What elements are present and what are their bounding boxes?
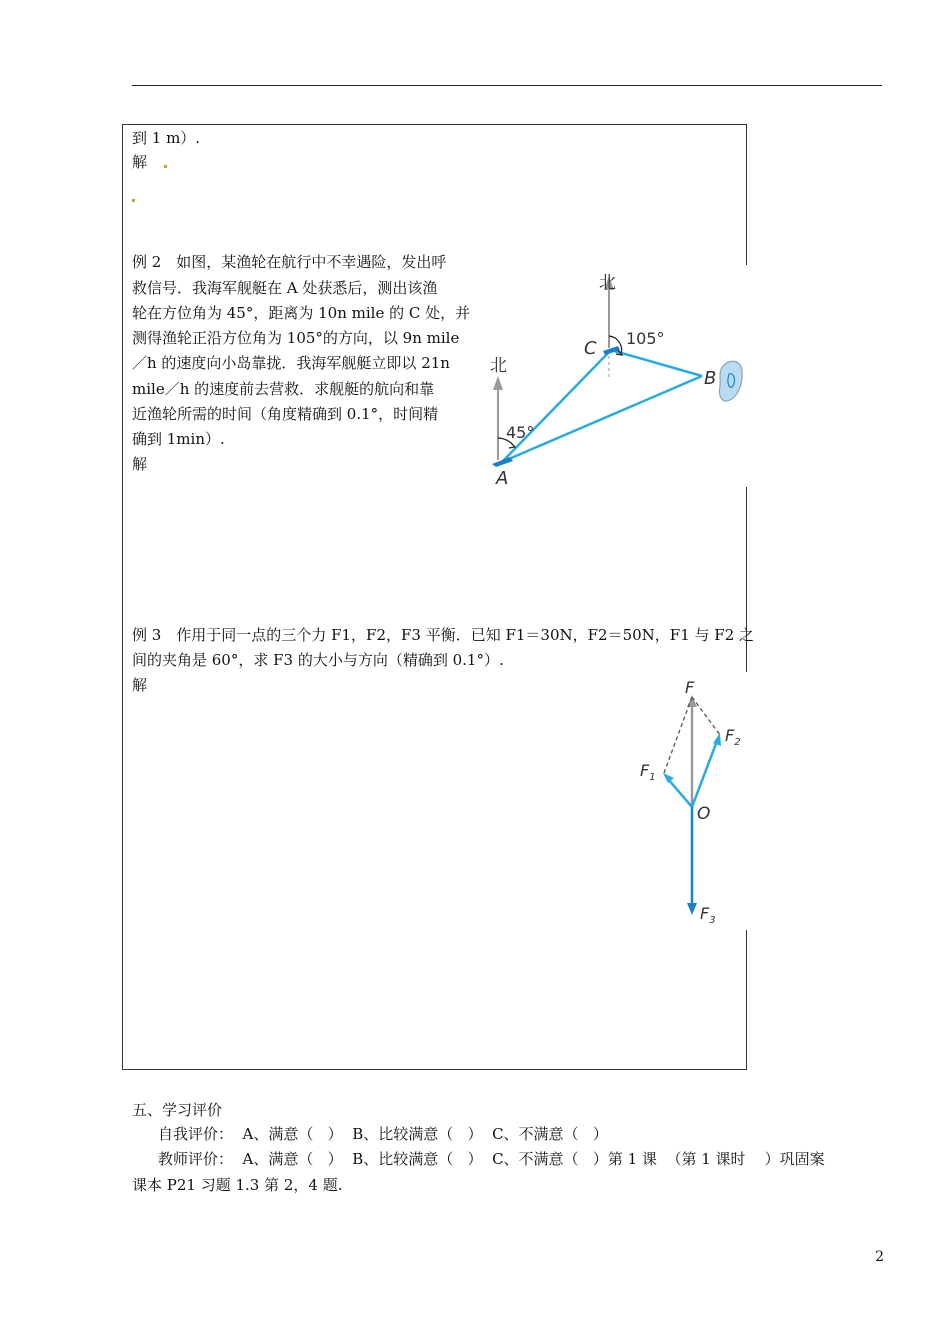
evaluation-heading: 五、学习评价: [132, 1101, 223, 1119]
line-c-b: [611, 350, 702, 376]
self-evaluation: 自我评价： A、满意（ ） B、比较满意（ ） C、不满意（ ）: [158, 1125, 608, 1143]
label-f: F: [685, 678, 695, 697]
island-icon: [719, 361, 742, 401]
figure-rescue-diagram: [480, 268, 760, 498]
header-rule: [132, 85, 882, 86]
line-a-b: [502, 376, 702, 462]
label-f3: $F_3$: [700, 904, 716, 926]
top-fragment: 到 1 m）.: [132, 129, 201, 147]
label-b: B: [704, 368, 717, 389]
label-o: O: [697, 804, 711, 824]
teacher-evaluation: 教师评价： A、满意（ ） B、比较满意（ ） C、不满意（ ）第 1 课 （第 1 课时 ）巩固案: [158, 1150, 825, 1168]
figure-force-diagram: [630, 675, 770, 925]
solve-label-2: 解: [132, 455, 148, 473]
line-a-c: [502, 350, 611, 462]
angle-label-105: 105°: [626, 329, 665, 348]
vector-f1: [668, 779, 692, 807]
north-label-left: 北: [490, 356, 507, 376]
ship-a-icon: [492, 457, 513, 467]
solve-label-3: 解: [132, 676, 148, 694]
page-number: 2: [875, 1249, 884, 1265]
homework-line: 课本 P21 习题 1.3 第 2，4 题.: [132, 1176, 343, 1194]
label-c: C: [584, 338, 597, 359]
solve-label-1: 解: [132, 153, 148, 171]
north-label-top: 北: [599, 273, 616, 293]
angle-label-45: 45°: [506, 423, 535, 442]
label-a: A: [496, 468, 509, 489]
vector-f2: [692, 741, 717, 807]
label-f2: $F_2$: [725, 726, 741, 748]
label-f1: $F_1$: [640, 761, 656, 783]
